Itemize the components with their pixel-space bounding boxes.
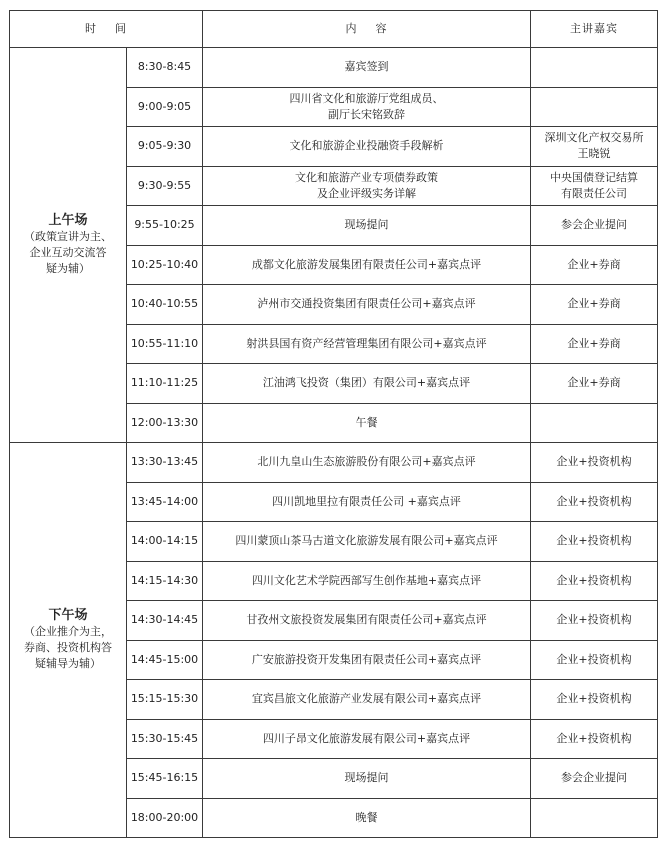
time-cell: 9:00-9:05 [127, 87, 203, 127]
speaker-cell [531, 206, 658, 246]
header-speaker: 主讲嘉宾 [531, 11, 658, 48]
content-line: 副厅长宋铭致辞 [328, 107, 405, 121]
time-cell: 14:45-15:00 [127, 640, 203, 680]
afternoon-session-name: 下午场 [48, 608, 88, 623]
content-line: 射洪县国有资产经营管理集团有限公司+嘉宾点评 [246, 336, 487, 350]
content-line: 文化和旅游企业投融资手段解析 [289, 139, 444, 153]
header-time: 时 间 [10, 11, 203, 48]
morning-session-name: 上午场 [48, 213, 88, 228]
speaker-cell [531, 48, 658, 88]
content-line: 成都文化旅游发展集团有限责任公司+嘉宾点评 [251, 257, 482, 271]
speaker-cell [531, 166, 658, 206]
speaker-cell [531, 561, 658, 601]
content-line: 江油鸿飞投资（集团）有限公司+嘉宾点评 [262, 376, 471, 390]
time-cell: 9:30-9:55 [127, 166, 203, 206]
content-line: 及企业评级实务详解 [317, 186, 416, 200]
speaker-cell [531, 443, 658, 483]
header-content: 内 容 [203, 11, 531, 48]
speaker-cell [531, 719, 658, 759]
content-line: 嘉宾签到 [344, 60, 389, 74]
afternoon-session-desc: （企业推介为主， [24, 625, 112, 638]
speaker-line: 企业+投资机构 [556, 573, 632, 587]
time-cell: 15:15-15:30 [127, 680, 203, 720]
content-cell [203, 759, 531, 799]
content-cell [203, 206, 531, 246]
content-cell [203, 127, 531, 167]
content-cell [203, 166, 531, 206]
speaker-cell [531, 482, 658, 522]
content-line: 宜宾昌旅文化旅游产业发展有限公司+嘉宾点评 [251, 692, 482, 706]
time-cell: 8:30-8:45 [127, 48, 203, 88]
time-cell: 10:25-10:40 [127, 245, 203, 285]
content-cell [203, 87, 531, 127]
content-cell [203, 561, 531, 601]
content-cell [203, 640, 531, 680]
content-cell [203, 48, 531, 88]
content-line: 文化和旅游产业专项债券政策 [295, 170, 438, 184]
content-cell [203, 522, 531, 562]
content-cell [203, 403, 531, 443]
speaker-cell [531, 680, 658, 720]
morning-session-cell [10, 48, 127, 443]
speaker-line: 中央国债登记结算 [550, 170, 638, 184]
content-line: 四川子昂文化旅游发展有限公司+嘉宾点评 [262, 731, 471, 745]
speaker-line: 深圳文化产权交易所 [544, 131, 644, 145]
content-line: 广安旅游投资开发集团有限责任公司+嘉宾点评 [251, 652, 482, 666]
time-cell: 11:10-11:25 [127, 364, 203, 404]
header-row [10, 11, 658, 48]
content-cell [203, 285, 531, 325]
speaker-line: 参会企业提问 [561, 218, 627, 232]
speaker-line: 企业+投资机构 [556, 652, 632, 666]
schedule-row [10, 443, 658, 483]
content-line: 午餐 [355, 415, 378, 429]
speaker-cell [531, 403, 658, 443]
speaker-cell [531, 324, 658, 364]
speaker-line: 企业+投资机构 [556, 692, 632, 706]
speaker-line: 企业+券商 [567, 336, 621, 350]
afternoon-session-desc: 疑辅导为辅） [35, 657, 101, 670]
speaker-cell [531, 759, 658, 799]
speaker-line: 企业+券商 [567, 297, 621, 311]
content-line: 四川蒙顶山茶马古道文化旅游发展有限公司+嘉宾点评 [235, 534, 498, 548]
content-cell [203, 601, 531, 641]
speaker-cell [531, 640, 658, 680]
speaker-line: 参会企业提问 [561, 771, 627, 785]
time-cell: 15:45-16:15 [127, 759, 203, 799]
speaker-line: 企业+投资机构 [556, 494, 632, 508]
time-cell: 10:40-10:55 [127, 285, 203, 325]
time-cell: 18:00-20:00 [127, 798, 203, 838]
speaker-cell [531, 798, 658, 838]
speaker-line: 企业+投资机构 [556, 534, 632, 548]
content-line: 四川凯地里拉有限责任公司 +嘉宾点评 [272, 494, 461, 508]
time-cell: 14:30-14:45 [127, 601, 203, 641]
content-line: 甘孜州文旅投资发展集团有限责任公司+嘉宾点评 [246, 613, 487, 627]
time-cell: 14:15-14:30 [127, 561, 203, 601]
schedule-body [10, 48, 658, 838]
time-cell: 9:55-10:25 [127, 206, 203, 246]
content-cell [203, 324, 531, 364]
speaker-line: 王晓锐 [577, 147, 611, 161]
morning-session-desc: 疑为辅） [46, 262, 90, 275]
morning-session-desc: （政策宣讲为主、 [24, 230, 112, 243]
schedule-table [9, 10, 658, 838]
speaker-cell [531, 245, 658, 285]
speaker-cell [531, 522, 658, 562]
speaker-cell [531, 285, 658, 325]
speaker-line: 有限责任公司 [561, 186, 627, 200]
time-cell: 10:55-11:10 [127, 324, 203, 364]
time-cell: 13:45-14:00 [127, 482, 203, 522]
time-cell: 15:30-15:45 [127, 719, 203, 759]
morning-session-desc: 企业互动交流答 [29, 246, 107, 259]
speaker-cell [531, 364, 658, 404]
speaker-line: 企业+投资机构 [556, 455, 632, 469]
speaker-line: 企业+券商 [567, 257, 621, 271]
content-cell [203, 680, 531, 720]
time-cell: 9:05-9:30 [127, 127, 203, 167]
afternoon-session-cell [10, 443, 127, 838]
speaker-cell [531, 601, 658, 641]
time-cell: 13:30-13:45 [127, 443, 203, 483]
content-cell [203, 482, 531, 522]
content-cell [203, 443, 531, 483]
content-cell [203, 719, 531, 759]
content-line: 现场提问 [344, 771, 389, 785]
schedule-row [10, 48, 658, 88]
time-cell: 12:00-13:30 [127, 403, 203, 443]
speaker-line: 企业+投资机构 [556, 613, 632, 627]
time-cell: 14:00-14:15 [127, 522, 203, 562]
content-line: 四川省文化和旅游厅党组成员、 [289, 91, 444, 105]
speaker-cell [531, 87, 658, 127]
speaker-line: 企业+投资机构 [556, 731, 632, 745]
content-line: 四川文化艺术学院西部写生创作基地+嘉宾点评 [251, 573, 482, 587]
content-line: 泸州市交通投资集团有限责任公司+嘉宾点评 [257, 297, 476, 311]
content-line: 北川九皇山生态旅游股份有限公司+嘉宾点评 [257, 455, 476, 469]
afternoon-session-desc: 券商、投资机构答 [24, 641, 112, 654]
content-line: 晚餐 [355, 810, 378, 824]
speaker-cell [531, 127, 658, 167]
content-cell [203, 798, 531, 838]
content-cell [203, 245, 531, 285]
content-cell [203, 364, 531, 404]
speaker-line: 企业+券商 [567, 376, 621, 390]
content-line: 现场提问 [344, 218, 389, 232]
